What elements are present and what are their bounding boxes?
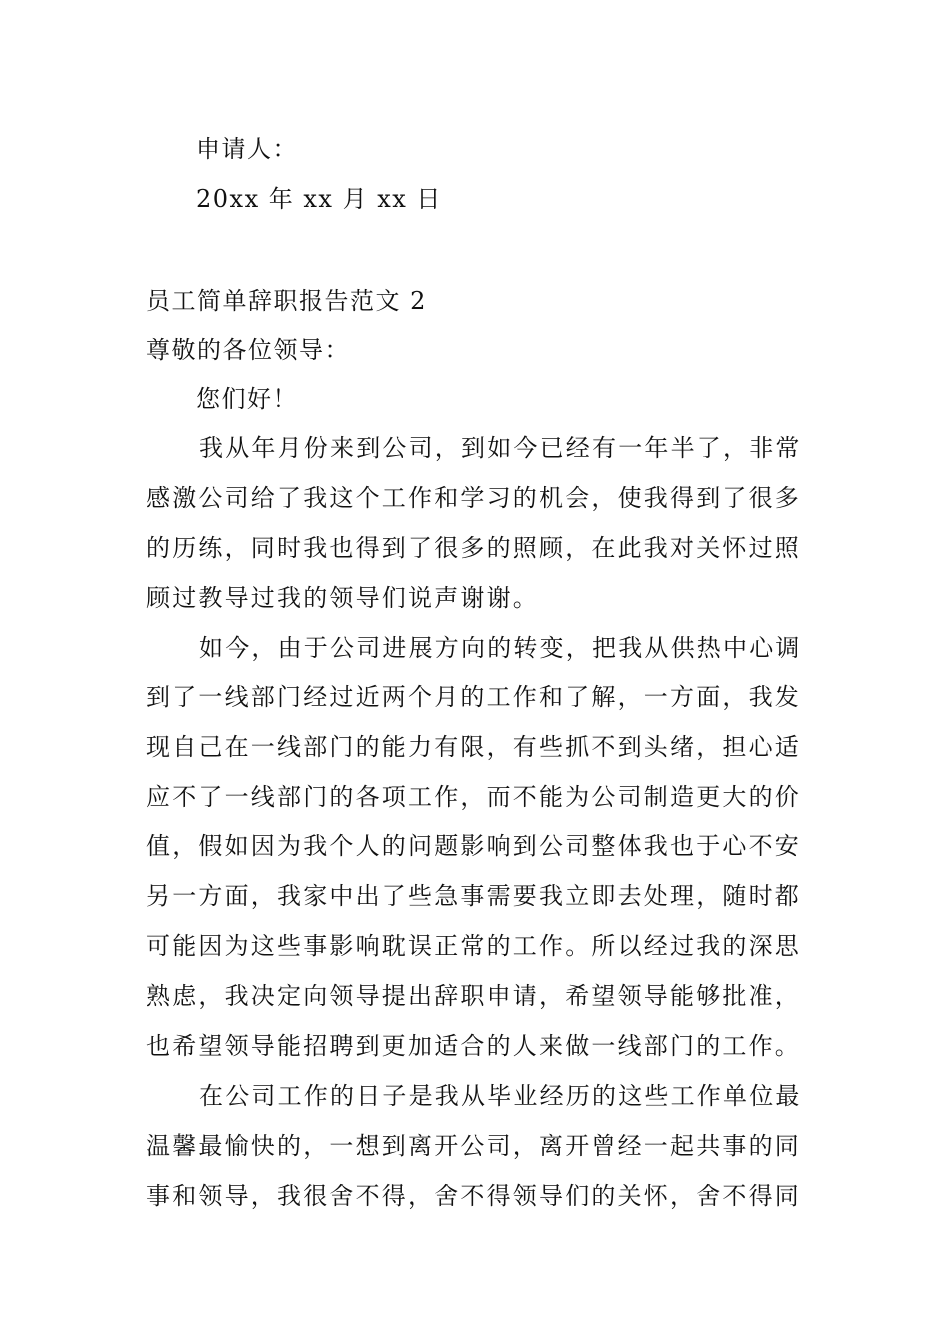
paragraph-2-line-9: 也希望领导能招聘到更加适合的人来做一线部门的工作。 xyxy=(146,1032,801,1060)
paragraph-1-line-4: 顾过教导过我的领导们说声谢谢。 xyxy=(146,584,539,612)
paragraph-3-line-3: 事和领导，我很舍不得，舍不得领导们的关怀，舍不得同 xyxy=(146,1182,801,1210)
paragraph-2-line-5: 值，假如因为我个人的问题影响到公司整体我也于心不安 xyxy=(146,832,801,860)
paragraph-2-line-1: 如今，由于公司进展方向的转变，把我从供热中心调 xyxy=(199,634,802,662)
paragraph-2-line-2: 到了一线部门经过近两个月的工作和了解，一方面，我发 xyxy=(146,683,801,711)
paragraph-2-line-8: 熟虑，我决定向领导提出辞职申请，希望领导能够批准， xyxy=(146,982,801,1010)
paragraph-3-line-2: 温馨最愉快的，一想到离开公司，离开曾经一起共事的同 xyxy=(146,1132,801,1160)
salutation: 尊敬的各位领导： xyxy=(146,336,350,364)
paragraph-2-line-7: 可能因为这些事影响耽误正常的工作。所以经过我的深思 xyxy=(146,932,801,960)
paragraph-2-line-4: 应不了一线部门的各项工作，而不能为公司制造更大的价 xyxy=(146,783,801,811)
date-line: 20xx 年 xx 月 xx 日 xyxy=(196,185,442,213)
paragraph-1-line-3: 的历练，同时我也得到了很多的照顾，在此我对关怀过照 xyxy=(146,534,801,562)
applicant-label: 申请人： xyxy=(196,135,298,163)
document-title: 员工简单辞职报告范文 2 xyxy=(146,287,427,315)
greeting: 您们好！ xyxy=(196,385,298,413)
paragraph-2-line-6: 另一方面，我家中出了些急事需要我立即去处理，随时都 xyxy=(146,882,801,910)
paragraph-1-line-1: 我从年月份来到公司，到如今已经有一年半了，非常 xyxy=(199,434,802,462)
paragraph-2-line-3: 现自己在一线部门的能力有限，有些抓不到头绪，担心适 xyxy=(146,733,801,761)
paragraph-1-line-2: 感激公司给了我这个工作和学习的机会，使我得到了很多 xyxy=(146,484,801,512)
paragraph-3-line-1: 在公司工作的日子是我从毕业经历的这些工作单位最 xyxy=(199,1082,802,1110)
